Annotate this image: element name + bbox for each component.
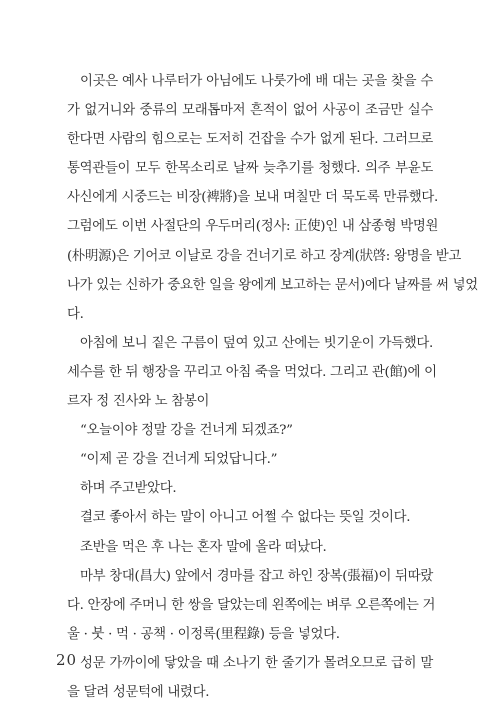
text-line: 사신에게 시중드는 비장(裨將)을 보내 며칠만 더 묵도록 만류했다. — [67, 190, 438, 206]
text-line: 아침에 보니 짙은 구름이 덮여 있고 산에는 빗기운이 가득했다. — [80, 335, 433, 351]
text-line: 성문 가까이에 닿았을 때 소나기 한 줄기가 몰려오므로 급히 말 — [80, 655, 433, 671]
dialogue-line: “오늘이야 정말 강을 건너게 되겠죠?” — [80, 423, 293, 439]
text-line: (朴明源)은 기어코 이날로 강을 건너기로 하고 장계(狀啓: 왕명을 받고 — [67, 248, 462, 264]
text-line: 나가 있는 신하가 중요한 일을 왕에게 보고하는 문서)에다 날짜를 써 넣었 — [67, 277, 478, 293]
text-line: 통역관들이 모두 한목소리로 날짜 늦추기를 청했다. 의주 부윤도 — [67, 161, 433, 177]
text-line: 가 없거니와 중류의 모래톱마저 흔적이 없어 사공이 조금만 실수 — [67, 103, 433, 119]
text-line: 한다면 사람의 힘으로는 도저히 건잡을 수가 없게 된다. 그러므로 — [67, 132, 433, 148]
text-line: 조반을 먹은 후 나는 혼자 말에 올라 떠났다. — [80, 539, 327, 555]
text-line: 그럼에도 이번 사절단의 우두머리(정사: 正使)인 내 삼종형 박명원 — [67, 219, 439, 235]
text-line: 결코 좋아서 하는 말이 아니고 어쩔 수 없다는 뜻일 것이다. — [80, 510, 411, 526]
text-line: 하며 주고받았다. — [80, 481, 177, 497]
dialogue-line: “이제 곧 강을 건너게 되었답니다.” — [80, 452, 278, 468]
text-line: 이곳은 예사 나루터가 아님에도 나룻가에 배 대는 곳을 찾을 수 — [80, 74, 433, 89]
text-line: 르자 정 진사와 노 참봉이 — [67, 394, 210, 410]
body-text — [67, 67, 478, 707]
text-line: 세수를 한 뒤 행장을 꾸리고 아침 죽을 먹었다. 그리고 관(館)에 이 — [67, 364, 437, 380]
text-line: 울 · 붓 · 먹 · 공책 · 이정록(里程錄) 등을 넣었다. — [67, 626, 340, 642]
text-line: 다. 안장에 주머니 한 쌍을 달았는데 왼쪽에는 벼루 오른쪽에는 거 — [67, 597, 436, 613]
text-line: 다. — [67, 306, 84, 322]
page-number: 20 — [56, 651, 78, 669]
text-line: 마부 창대(昌大) 앞에서 경마를 잡고 하인 장복(張福)이 뒤따랐 — [80, 568, 433, 584]
text-line: 을 달려 성문턱에 내렸다. — [67, 684, 210, 700]
